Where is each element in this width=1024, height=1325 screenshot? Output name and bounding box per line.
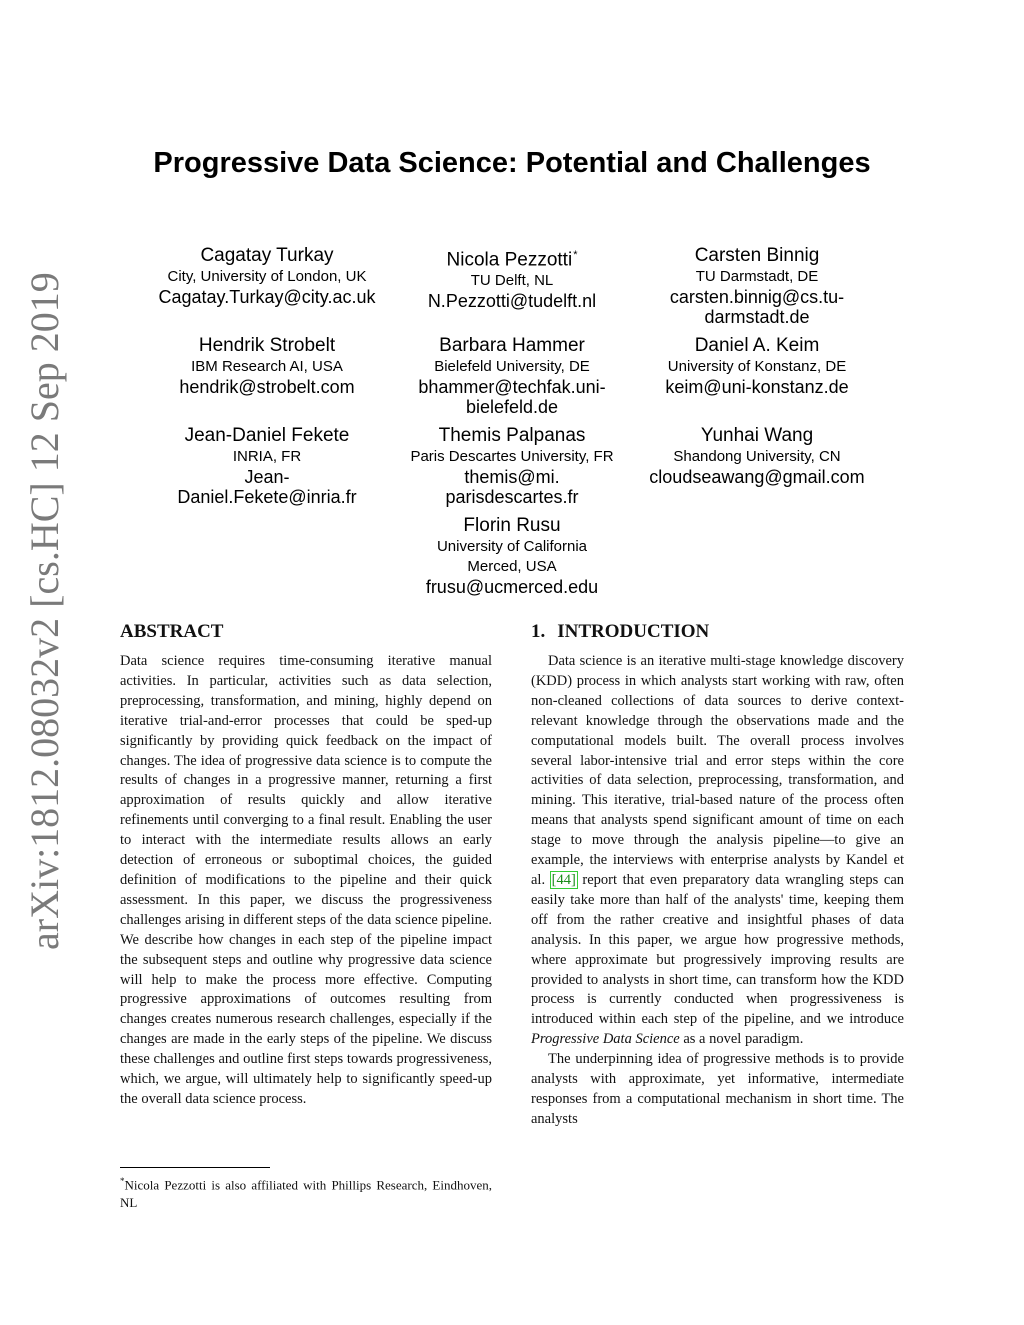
author-name: Cagatay Turkay xyxy=(200,245,334,266)
paragraph-text: report that even preparatory data wrangling steps can easily take more than half of the analysts' time, keeping them off from the rather creative and insightful phases of data analysis. In this paper, we argue how progressive methods, where approximate but progressively improving results are provided to analysts in short time, can transform how the KDD process is currently conducted when progressiveness is introduced within each step of the pipeline, and we introduce xyxy=(531,871,905,1028)
author-affiliation: Paris Descartes University, FR xyxy=(410,448,614,465)
author-affiliation: Merced, USA xyxy=(467,558,557,575)
affiliation-footnote-mark: * xyxy=(573,249,578,261)
author-block xyxy=(632,244,882,327)
author-block xyxy=(387,424,637,507)
introduction-paragraph xyxy=(531,652,904,1050)
author-name: Daniel A. Keim xyxy=(694,335,820,356)
author-email: cloudseawang@gmail.com xyxy=(649,467,865,487)
author-block xyxy=(142,244,392,307)
citation-link[interactable]: [44] xyxy=(551,871,576,888)
author-name: Nicola Pezzotti xyxy=(446,249,573,271)
author-block xyxy=(632,334,882,397)
author-email: N.Pezzotti@tudelft.nl xyxy=(427,291,597,312)
author-name: Carsten Binnig xyxy=(694,245,820,266)
author-email: frusu@ucmerced.edu xyxy=(425,577,599,597)
author-name: Jean-Daniel Fekete xyxy=(184,425,350,446)
section-number: 1. xyxy=(531,621,546,642)
author-block xyxy=(632,424,882,487)
abstract-section xyxy=(120,620,492,1110)
paragraph-text: Data science is an iterative multi-stage knowledge discovery (KDD) process in which analysts start working with raw, often non-cleaned collections of data sources to derive context-relevant knowledge through the observations made and the computational models built. The overall process involves several labor-intensive trial and error steps within the core activities of data selection, preprocessing, transformation, and mining. This iterative, trial-based nature of the process often means that analysts spend significant amount of time on each stage to move through the analysis pipeline—to give an example, the interviews with enterprise analysts by Kandel et al. xyxy=(531,653,904,888)
author-email: themis@mi. xyxy=(464,467,560,487)
arxiv-identifier: arXiv:1812.08032v2 [cs.HC] 12 Sep 2019 xyxy=(22,272,67,950)
author-block xyxy=(387,334,637,417)
author-affiliation: TU Darmstadt, DE xyxy=(695,268,819,285)
author-block xyxy=(142,424,392,507)
author-name: Themis Palpanas xyxy=(438,425,586,446)
author-email: keim@uni-konstanz.de xyxy=(665,377,849,397)
introduction-heading xyxy=(531,620,904,644)
author-name: Yunhai Wang xyxy=(700,425,814,446)
author-email: darmstadt.de xyxy=(704,307,810,327)
author-email: bielefeld.de xyxy=(465,397,559,417)
author-affiliation: IBM Research AI, USA xyxy=(191,358,343,375)
abstract-text: Data science requires time-consuming iterative manual activities. In particular, activities such as data selection, preprocessing, transformation, and mining, highly depend on iterative trial-and-error processes that could be sped-up significantly by providing quick feedback on the impact of changes. The idea of progressive data science is to compute the results of changes in a progressive manner, returning a first approximation of results quickly and allow iterative refinements until converging to a final result. Enabling the user to interact with the intermediate results allows an early detection of erroneous or suboptimal choices, the guided definition of modifications to the pipeline and their quick assessment. In this paper, we discuss the progressiveness challenges arising in different steps of the data science pipeline. We describe how changes in each step of the pipeline impact the subsequent steps and outline why progressive data science will help to make the process more effective. Computing progressive approximations of outcomes resulting from changes creates numerous research challenges, especially if the changes are made in the early steps of the pipeline. We discuss these challenges and outline first steps towards progressiveness, which, we argue, will ultimately help to significantly speed-up the overall data science process. xyxy=(120,653,492,1107)
introduction-paragraph: The underpinning idea of progressive methods is to provide analysts with approximate, yet informative, intermediate responses from a computational mechanism in short time. The analysts xyxy=(531,1051,904,1127)
author-email: bhammer@techfak.uni- xyxy=(418,377,606,397)
author-name: Barbara Hammer xyxy=(439,335,585,356)
author-affiliation: City, University of London, UK xyxy=(167,268,367,285)
emphasized-term: Progressive Data Science xyxy=(531,1031,680,1048)
footnote-text: Nicola Pezzotti is also affiliated with Phillips Research, Eindhoven, NL xyxy=(120,1177,492,1211)
author-email: Jean- xyxy=(244,467,290,487)
author-email: carsten.binnig@cs.tu- xyxy=(669,287,845,307)
footnote-divider xyxy=(120,1167,270,1168)
footnote xyxy=(120,1172,492,1212)
paper-title: Progressive Data Science: Potential and Challenges xyxy=(153,147,871,179)
author-email: Cagatay.Turkay@city.ac.uk xyxy=(158,287,376,307)
author-block xyxy=(387,514,637,597)
author-affiliation: Shandong University, CN xyxy=(673,448,841,465)
author-affiliation: TU Delft, NL xyxy=(470,272,554,290)
author-block xyxy=(387,244,637,311)
section-title: INTRODUCTION xyxy=(557,621,710,642)
author-affiliation: University of California xyxy=(436,538,588,555)
introduction-section xyxy=(531,620,904,1130)
author-name: Hendrik Strobelt xyxy=(198,335,336,356)
author-affiliation: INRIA, FR xyxy=(232,448,302,465)
author-email: Daniel.Fekete@inria.fr xyxy=(177,487,357,507)
author-email: parisdescartes.fr xyxy=(445,487,579,507)
paragraph-text: as a novel paradigm. xyxy=(679,1031,804,1048)
author-affiliation: Bielefeld University, DE xyxy=(434,358,590,375)
author-name: Florin Rusu xyxy=(463,515,561,536)
abstract-heading: ABSTRACT xyxy=(120,621,224,642)
footnote-mark: * xyxy=(120,1176,125,1186)
author-email: hendrik@strobelt.com xyxy=(179,377,355,397)
author-block xyxy=(142,334,392,397)
author-affiliation: University of Konstanz, DE xyxy=(667,358,847,375)
